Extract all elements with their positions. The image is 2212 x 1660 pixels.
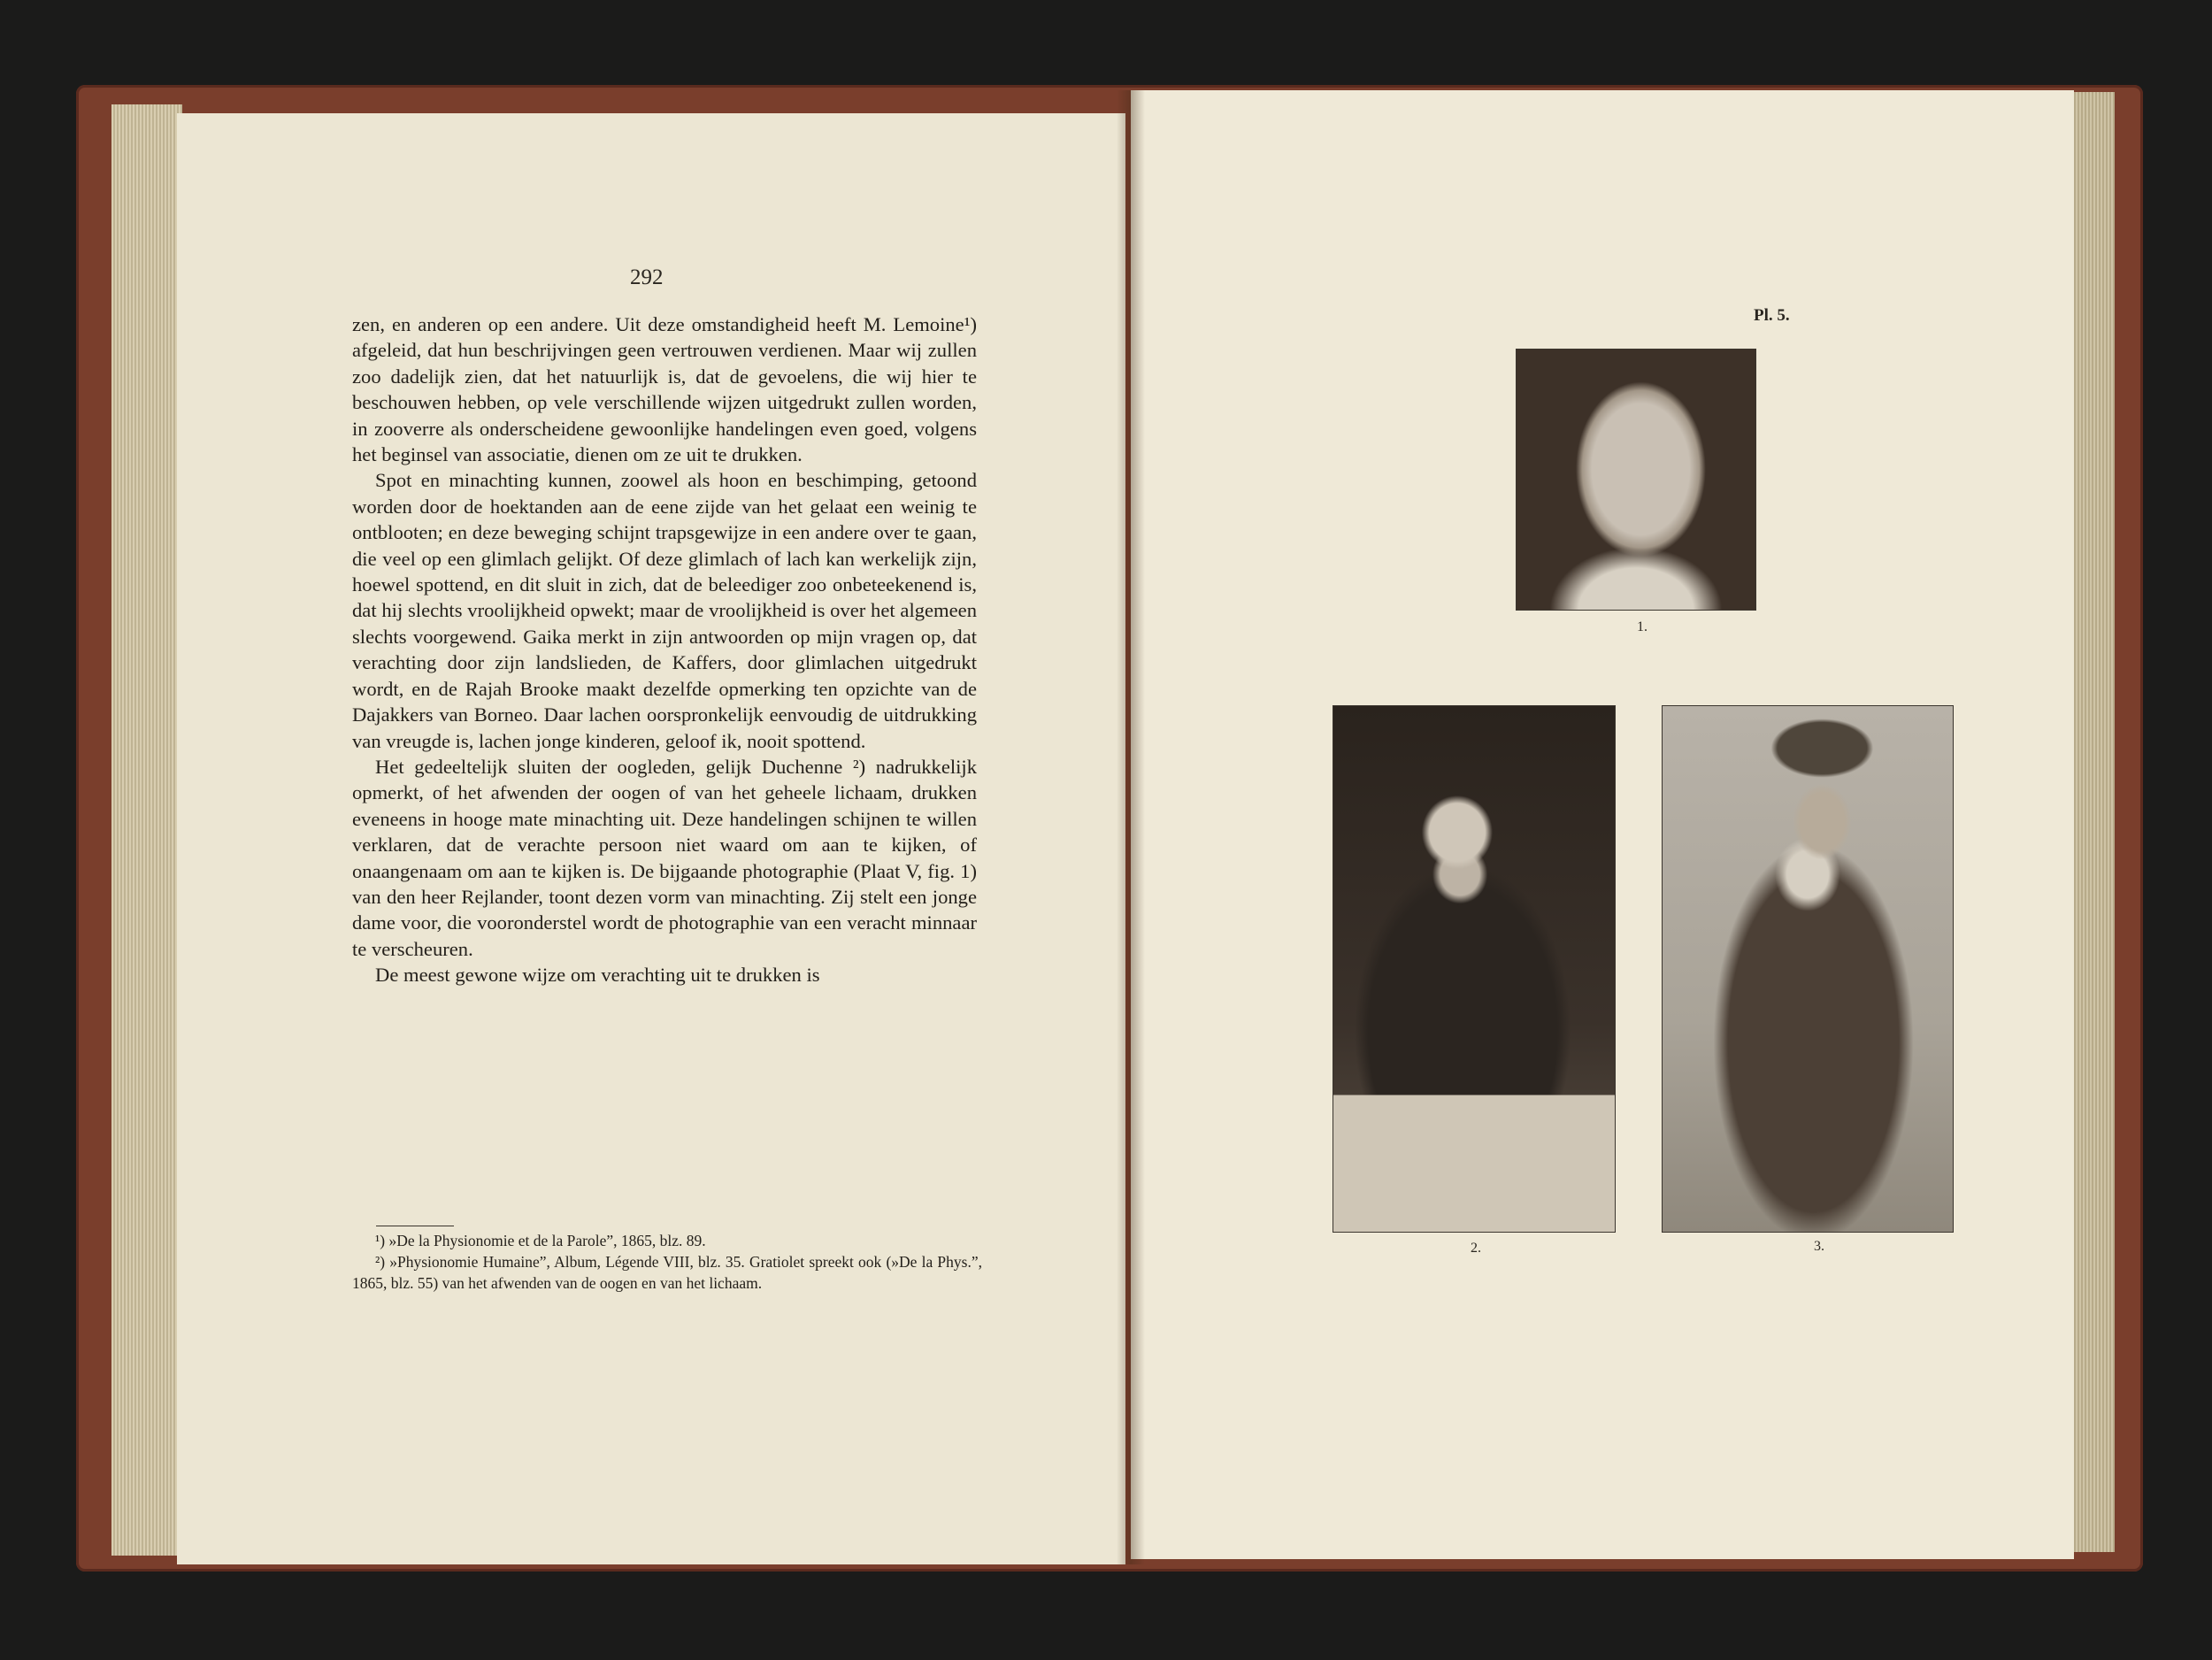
photo-man-with-hat <box>1662 705 1954 1233</box>
paragraph: Het gedeeltelijk sluiten der oogleden, gelijk Duchenne ²) nadrukkelijk opmerkt, of het afwenden der oogen of van het geheele lichaam, drukken eveneens in hooge mate minachting uit. Deze handelingen schijnen te willen verklaren, dat de verachte persoon niet waard om aan te kijken, of onaangenaam om aan te kijken is. De bijgaande photographie (Plaat V, fig. 1) van den heer Rejlander, toont dezen vorm van minachting. Zij stelt een jonge dame voor, die vooronderstel wordt de photographie van een veracht minnaar te verscheuren. <box>352 755 977 960</box>
paragraph: De meest gewone wijze om verachting uit te drukken is <box>375 964 820 987</box>
figure-caption-1: 1. <box>1637 619 1647 634</box>
page-edges-left <box>111 104 182 1556</box>
footnote: ¹) »De la Physionomie et de la Parole”, 1865, blz. 89. <box>375 1232 706 1249</box>
plate-label: Pl. 5. <box>1754 306 1790 325</box>
photo-young-woman <box>1516 349 1756 611</box>
paragraph: zen, en anderen op een andere. Uit deze omstandigheid heeft M. Lemoine¹) afgeleid, dat hun beschrijvingen geen vertrouwen verdienen. Maar wij zullen zoo dadelijk zien, dat het natuurlijk is, dat de gevoelens, die wij hier te beschouwen hebben, op vele verschillende wijzen uitgedrukt zullen worden, in zooverre als onderscheidene gewoonlijke handelingen even goed, volgens het beginsel van associatie, dienen om ze uit te drukken. <box>352 313 977 466</box>
book-gutter <box>1117 90 1145 1564</box>
footnote: ²) »Physionomie Humaine”, Album, Légende VIII, blz. 35. Gratiolet spreekt ook (»De la Phys.”, 1865, blz. 55) van het afwenden van de oogen en van het lichaam. <box>352 1253 982 1292</box>
paragraph: Spot en minachting kunnen, zoowel als hoon en beschimping, getoond worden door de hoektanden aan de eene zijde van het gelaat een weinig te ontblooten; en deze beweging schijnt trapsgewijze in een andere over te gaan, die veel op een glimlach gelijkt. Of deze glimlach of lach kan werkelijk zijn, hoewel spottend, en dit sluit in zich, dat de beleediger zoo onbeteekenend is, dat hij slechts vroolijkheid opwekt; maar de vroolijkheid is over het algemeen slechts voorgewend. Gaika merkt in zijn antwoorden op mijn vragen op, dat verachting door zijn landslieden, de Kaffers, door glimlachen uitgedrukt wordt, en de Rajah Brooke maakt dezelfde opmerking ten opzichte van de Dajakkers van Borneo. Daar lachen oorspronkelijk eenvoudig de uitdrukking van vreugde is, lachen jonge kinderen, geloof ik, nooit spottend. <box>352 469 977 752</box>
footnotes <box>352 1230 982 1294</box>
photo-old-man-grimacing <box>1333 705 1616 1233</box>
figure-caption-2: 2. <box>1471 1241 1481 1256</box>
figure-caption-3: 3. <box>1814 1239 1824 1254</box>
body-text <box>352 311 977 988</box>
page-number: 292 <box>630 265 664 289</box>
